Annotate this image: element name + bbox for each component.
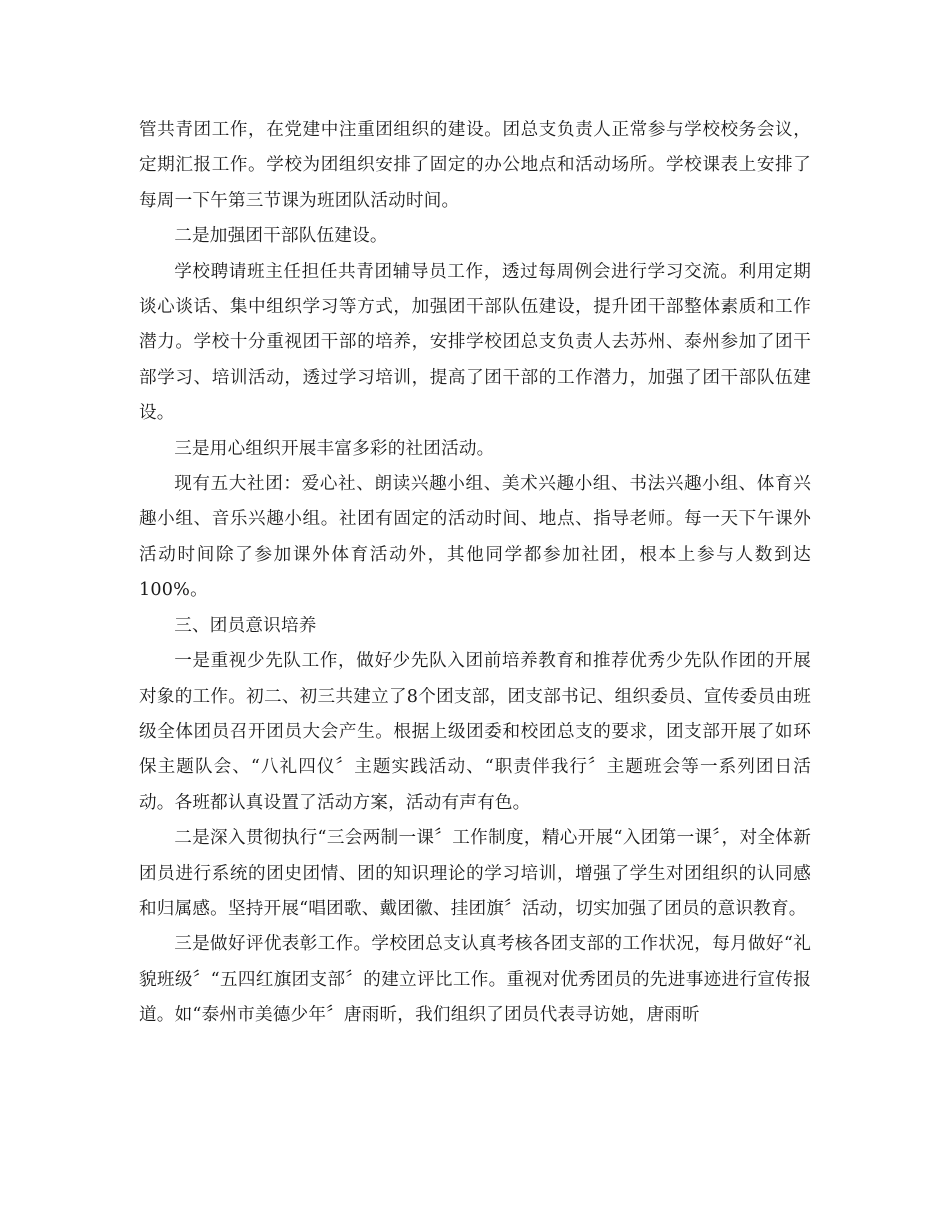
document-body (139, 113, 811, 1034)
paragraph-continuation: 管共青团工作，在党建中注重团组织的建设。团总支负责人正常参与学校校务会议，定期汇报工作。学校为团组织安排了固定的办公地点和活动场所。学校课表上安排了每周一下午第三节课为班团队活动时间。 (139, 120, 811, 211)
section-heading-member-awareness: 三、团员意识培养 (174, 615, 317, 636)
paragraph-heading-cadre: 二是加强团干部队伍建设。 (174, 226, 388, 247)
paragraph-awards: 三是做好评优表彰工作。学校团总支认真考核各团支部的工作状况，每月做好“礼貌班级〞“五四红旗团支部〞的建立评比工作。重视对优秀团员的先进事迹进行宣传报道。如“泰州市美德少年〞唐雨昕，我们组织了团员代表寻访她，唐雨昕 (139, 934, 811, 1026)
paragraph-clubs: 现有五大社团：爱心社、朗读兴趣小组、美术兴趣小组、书法兴趣小组、体育兴趣小组、音乐兴趣小组。社团有固定的活动时间、地点、指导老师。每一天下午课外活动时间除了参加课外体育活动外，其他同学都参加社团，根本上参与人数到达100%。 (139, 474, 811, 601)
paragraph-cadre-building: 学校聘请班主任担任共青团辅导员工作，透过每周例会进行学习交流。利用定期谈心谈话、集中组织学习等方式，加强团干部队伍建设，提升团干部整体素质和工作潜力。学校十分重视团干部的培养，安排学校团总支负责人去苏州、泰州参加了团干部学习、培训活动，透过学习培训，提高了团干部的工作潜力，加强了团干部队伍建设。 (139, 261, 811, 424)
paragraph-three-meetings: 二是深入贯彻执行“三会两制一课〞工作制度，精心开展“入团第一课〞，对全体新团员进行系统的团史团情、团的知识理论的学习培训，增强了学生对团组织的认同感和归属感。坚持开展“唱团歌、戴团徽、挂团旗〞活动，切实加强了团员的意识教育。 (139, 828, 811, 919)
paragraph-young-pioneers: 一是重视少先队工作，做好少先队入团前培养教育和推荐优秀少先队作团的开展对象的工作。初二、初三共建立了8个团支部，团支部书记、组织委员、宣传委员由班级全体团员召开团员大会产生。根据上级团委和校团总支的要求，团支部开展了如环保主题队会、“八礼四仪〞主题实践活动、“职责伴我行〞主题班会等一系列团日活动。各班都认真设置了活动方案，活动有声有色。 (139, 651, 811, 813)
paragraph-heading-clubs: 三是用心组织开展丰富多彩的社团活动。 (174, 438, 495, 459)
